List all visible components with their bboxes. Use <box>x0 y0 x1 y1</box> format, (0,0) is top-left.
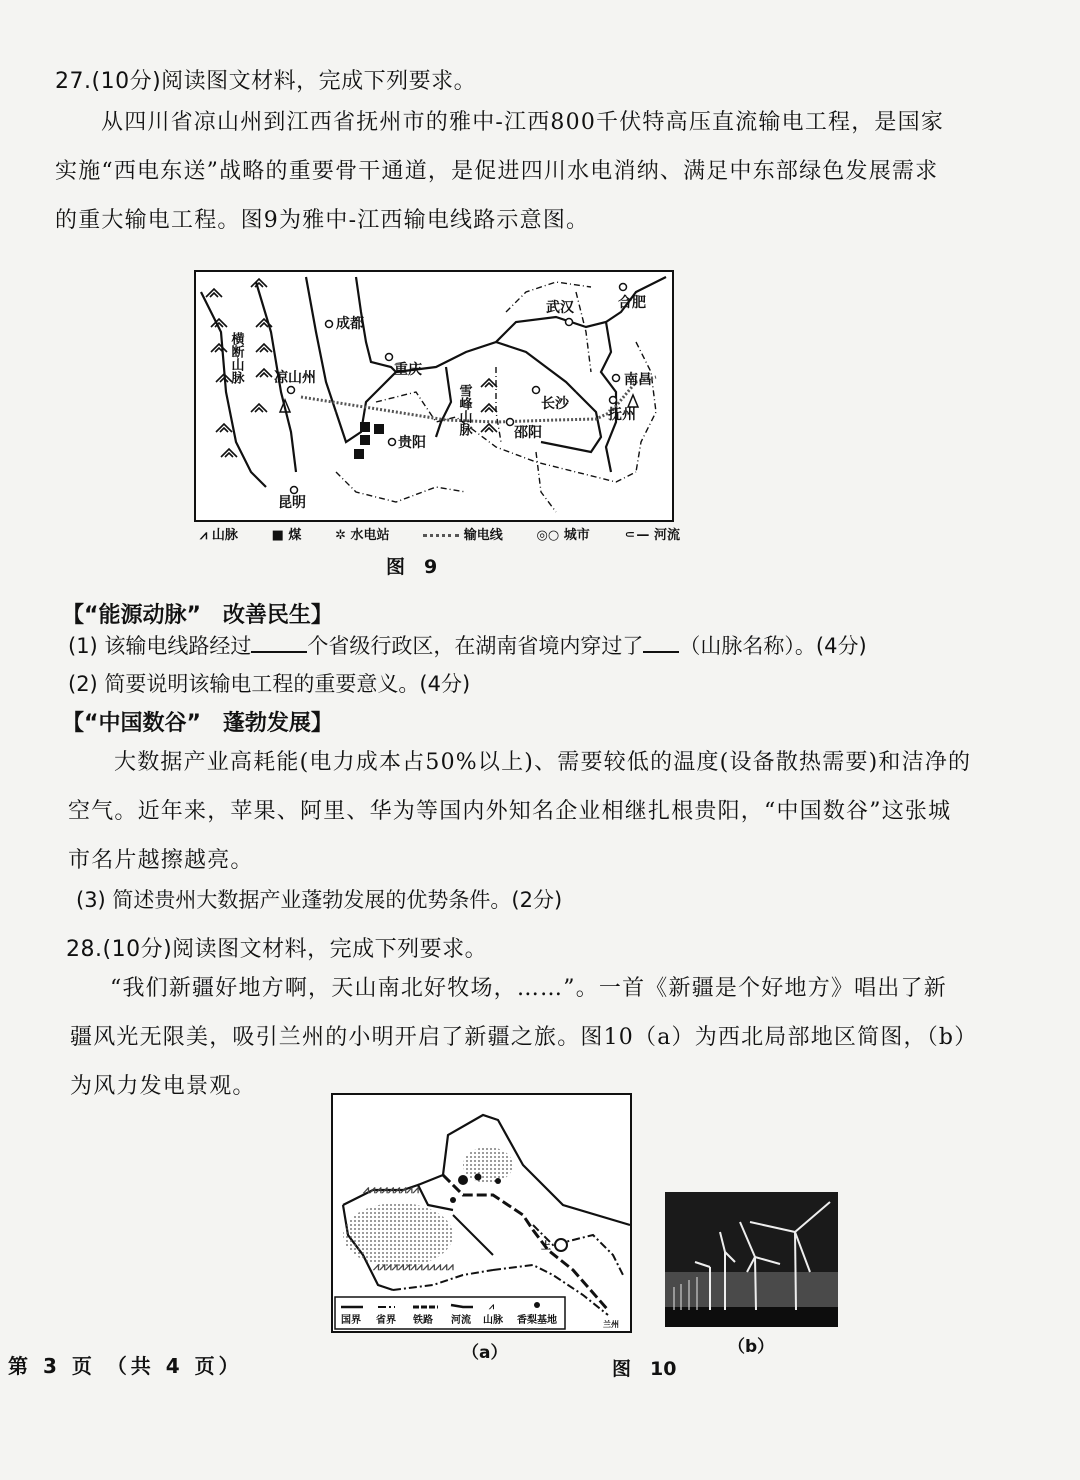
q27-intro <box>55 98 1015 245</box>
q27-heading: 27.(10分)阅读图文材料，完成下列要求。 <box>55 69 477 94</box>
figure9-map <box>194 270 674 522</box>
section-datavalley-title: 【“中国数谷” 蓬勃发展】 <box>62 711 333 736</box>
legend-item-power-line: 输电线 <box>423 524 503 543</box>
question-1: (1) 该输电线路经过 个省级行政区，在湖南省境内穿过了 （山脉名称）。(4分) <box>68 634 867 658</box>
figure10a-label: （a） <box>462 1343 508 1363</box>
hydropower-icon: ✲ <box>335 528 347 543</box>
legend-national-border: 国界 <box>341 1315 361 1326</box>
map-label-liangshan: 凉山州 <box>274 370 316 386</box>
figure10a-map-drawing <box>333 1095 630 1331</box>
legend-item-mountain: ⩘ 山脉 <box>200 528 238 543</box>
legend-item-city: ◎○ 城市 <box>536 528 590 543</box>
map-label-hefei: 合肥 <box>618 295 646 311</box>
section-energy-title: 【“能源动脉” 改善民生】 <box>62 603 333 628</box>
section-datavalley-text: 大数据产业高耗能(电力成本占50%以上)、需要较低的温度(设备散热需要)和洁净的 空气。近年来，苹果、阿里、华为等国内外知名企业相继扎根贵阳，“中国数谷”这张城 市名片越擦越亮。 <box>68 750 972 873</box>
svg-text:⩘⩘⩘⩘⩘⩘⩘⩘⩘: ⩘⩘⩘⩘⩘⩘⩘⩘⩘ <box>363 1183 419 1196</box>
legend-item-river: ⸦— 河流 <box>623 528 680 543</box>
junggar-basin <box>463 1147 513 1183</box>
svg-text:⩘⩘⩘⩘⩘⩘⩘⩘⩘⩘⩘⩘⩘: ⩘⩘⩘⩘⩘⩘⩘⩘⩘⩘⩘⩘⩘ <box>373 1260 454 1273</box>
tarim-basin <box>343 1203 453 1267</box>
q27-intro-line: 从四川省凉山州到江西省抚州市的雅中-江西800千伏特高压直流输电工程，是国家 <box>101 110 945 135</box>
railway-line <box>443 1175 608 1310</box>
mountain-icon: ⩘ <box>200 528 208 543</box>
transmission-line <box>301 377 656 422</box>
figure10b-label: （b） <box>728 1337 775 1357</box>
q27-intro-line: 的重大输电工程。图9为雅中-江西输电线路示意图。 <box>55 208 590 233</box>
figure10-caption: 图 10 <box>612 1358 677 1380</box>
legend-railway: 铁路 <box>413 1315 433 1326</box>
figure9-caption: 图 9 <box>386 556 438 578</box>
legend-mountain: 山脉 <box>483 1315 503 1326</box>
figure10a-map <box>331 1093 632 1333</box>
map-label-fuzhou: 抚州 <box>608 407 636 423</box>
legend-river: 河流 <box>451 1315 471 1326</box>
coal-icons <box>354 422 384 459</box>
city-icon: ◎○ <box>536 528 560 543</box>
answer-blank-1[interactable] <box>251 633 307 653</box>
city-marker <box>555 1239 567 1251</box>
map-label-nanchang: 南昌 <box>624 372 652 388</box>
figure10b-wind-photo <box>665 1192 838 1327</box>
answer-blank-2[interactable] <box>643 633 679 653</box>
map-label-chengdu: 成都 <box>336 316 364 332</box>
map-label-xuefeng: 雪峰山脉 <box>456 384 472 436</box>
page-number: 第 3 页 （共 4 页） <box>8 1354 243 1378</box>
q27-intro-line: 实施“西电东送”战略的重要骨干通道，是促进四川水电消纳、满足中东部绿色发展需求 <box>55 159 939 184</box>
mountain-icons <box>206 279 497 457</box>
power-line-icon <box>423 534 459 537</box>
pear-base-icon <box>534 1302 540 1308</box>
map-label-lanzhou: 兰州 <box>603 1320 619 1329</box>
figure9-map-drawing <box>196 272 672 520</box>
legend-provincial-border: 省界 <box>376 1315 396 1326</box>
legend-pear-base: 香梨基地 <box>517 1315 557 1326</box>
question-3: (3) 简述贵州大数据产业蓬勃发展的优势条件。(2分) <box>76 888 563 912</box>
mountain-icon: ⩘ <box>489 1302 495 1312</box>
wind-turbine-image <box>665 1192 838 1327</box>
map-label-chongqing: 重庆 <box>394 362 422 378</box>
coal-icon: ■ <box>271 528 284 543</box>
map-label-shang: 上 <box>541 1241 551 1252</box>
question-2: (2) 简要说明该输电工程的重要意义。(4分) <box>68 672 471 696</box>
map-label-changsha: 长沙 <box>541 396 569 412</box>
map-label-wuhan: 武汉 <box>546 300 574 316</box>
river-icon: ⸦— <box>623 528 650 543</box>
map-label-guiyang: 贵阳 <box>398 435 426 451</box>
map-label-kunming: 昆明 <box>278 495 306 511</box>
legend-item-hydropower: ✲ 水电站 <box>335 528 390 543</box>
legend-item-coal: ■ 煤 <box>271 528 302 543</box>
figure9-legend <box>200 524 680 543</box>
pear-base-icons <box>450 1174 526 1313</box>
map-label-hengduan: 横断山脉 <box>228 332 244 384</box>
map-label-shaoyang: 邵阳 <box>514 425 542 441</box>
q28-heading: 28.(10分)阅读图文材料，完成下列要求。 <box>66 937 488 962</box>
q28-intro: “我们新疆好地方啊，天山南北好牧场，……”。一首《新疆是个好地方》唱出了新 疆风光无限美，吸引兰州的小明开启了新疆之旅。图10（a）为西北局部地区简图，（b） 为风力发电景观。 <box>70 976 978 1099</box>
